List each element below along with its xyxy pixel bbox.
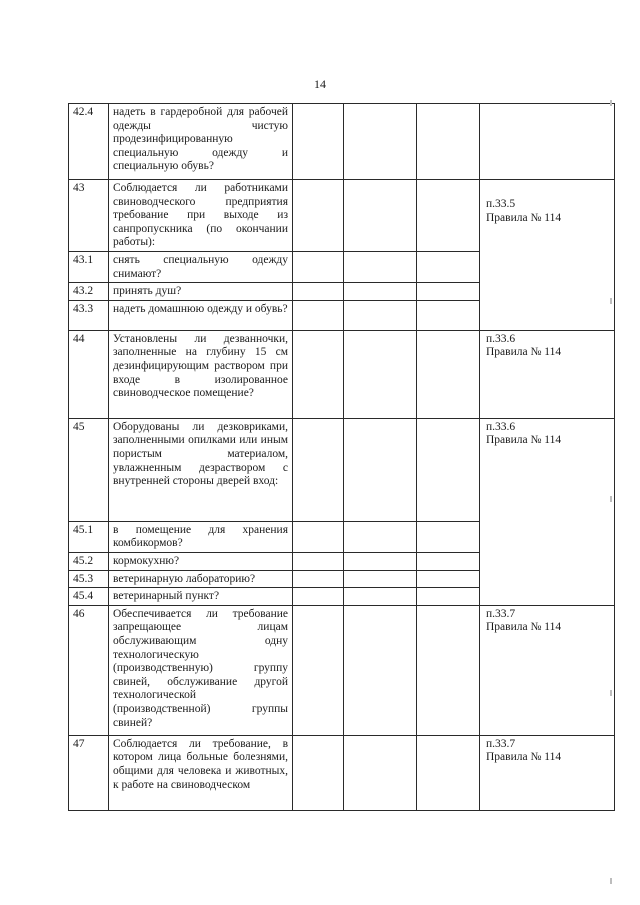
- question-text: Установлены ли дезванночки, заполненные на глубину 15 см дезинфицирующим раствором при входе в изолированное свиноводческое помещение?: [109, 330, 293, 418]
- empty-cell: [293, 735, 344, 810]
- empty-cell: [344, 605, 417, 735]
- question-text: снять специальную одежду снимают?: [109, 252, 293, 283]
- table-row: [69, 418, 615, 521]
- scan-mark: [610, 496, 612, 502]
- table-row: [69, 104, 615, 180]
- reference-cell: п.33.6 Правила № 114: [480, 418, 615, 605]
- page-number: 14: [314, 77, 326, 91]
- row-number: 45.1: [69, 521, 109, 552]
- question-text: ветеринарную лабораторию?: [109, 570, 293, 588]
- empty-cell: [293, 330, 344, 418]
- empty-cell: [417, 252, 480, 283]
- empty-cell: [417, 521, 480, 552]
- empty-cell: [417, 418, 480, 521]
- row-number: 43: [69, 180, 109, 252]
- empty-cell: [293, 283, 344, 301]
- reference-cell: п.33.6 Правила № 114: [480, 330, 615, 418]
- scan-mark: [610, 100, 612, 106]
- empty-cell: [344, 252, 417, 283]
- row-number: 44: [69, 330, 109, 418]
- empty-cell: [344, 418, 417, 521]
- empty-cell: [293, 418, 344, 521]
- reference-cell: [480, 104, 615, 180]
- empty-cell: [344, 552, 417, 570]
- question-text: Соблюдается ли требование, в котором лица больные болезнями, общими для человека и животных, к работе на свиноводческом: [109, 735, 293, 810]
- row-number: 45.2: [69, 552, 109, 570]
- empty-cell: [293, 552, 344, 570]
- question-text: в помещение для хранения комбикормов?: [109, 521, 293, 552]
- empty-cell: [293, 570, 344, 588]
- checklist-table: [68, 103, 615, 811]
- empty-cell: [293, 180, 344, 252]
- question-text: Соблюдается ли работниками свиноводческого предприятия требование при выходе из санпропускника (по окончании работы):: [109, 180, 293, 252]
- empty-cell: [417, 283, 480, 301]
- empty-cell: [293, 252, 344, 283]
- empty-cell: [417, 330, 480, 418]
- row-number: 47: [69, 735, 109, 810]
- empty-cell: [344, 104, 417, 180]
- row-number: 45.3: [69, 570, 109, 588]
- empty-cell: [417, 570, 480, 588]
- row-number: 45: [69, 418, 109, 521]
- table-row: [69, 735, 615, 810]
- empty-cell: [417, 104, 480, 180]
- empty-cell: [344, 735, 417, 810]
- question-text: надеть домашнюю одежду и обувь?: [109, 300, 293, 330]
- reference-cell: п.33.5 Правила № 114: [480, 180, 615, 331]
- row-number: 42.4: [69, 104, 109, 180]
- question-text: надеть в гардеробной для рабочей одежды чистую продезинфицированную специальную одежду и специальную обувь?: [109, 104, 293, 180]
- row-number: 43.3: [69, 300, 109, 330]
- question-text: Оборудованы ли дезковриками, заполненными опилками или иным пористым материалом, увлажненным дезраствором с внутренней стороны дверей вход:: [109, 418, 293, 521]
- empty-cell: [344, 570, 417, 588]
- empty-cell: [293, 104, 344, 180]
- empty-cell: [293, 300, 344, 330]
- scan-mark: [610, 298, 612, 304]
- empty-cell: [344, 330, 417, 418]
- row-number: 45.4: [69, 588, 109, 606]
- row-number: 46: [69, 605, 109, 735]
- row-number: 43.1: [69, 252, 109, 283]
- table-row: [69, 330, 615, 418]
- reference-cell: п.33.7 Правила № 114: [480, 605, 615, 735]
- question-text: принять душ?: [109, 283, 293, 301]
- empty-cell: [417, 300, 480, 330]
- question-text: кормокухню?: [109, 552, 293, 570]
- empty-cell: [293, 605, 344, 735]
- table-row: [69, 605, 615, 735]
- row-number: 43.2: [69, 283, 109, 301]
- empty-cell: [293, 588, 344, 606]
- table-row: [69, 180, 615, 252]
- empty-cell: [293, 521, 344, 552]
- empty-cell: [344, 588, 417, 606]
- empty-cell: [417, 735, 480, 810]
- empty-cell: [344, 300, 417, 330]
- empty-cell: [417, 552, 480, 570]
- empty-cell: [417, 588, 480, 606]
- scan-mark: [610, 878, 612, 884]
- scan-mark: [610, 690, 612, 696]
- empty-cell: [417, 180, 480, 252]
- question-text: ветеринарный пункт?: [109, 588, 293, 606]
- empty-cell: [344, 521, 417, 552]
- question-text: Обеспечивается ли требование запрещающее лицам обслуживающим одну технологическую (производственную) группу свиней, обслуживание другой технологической (производственной) группы свиней?: [109, 605, 293, 735]
- empty-cell: [344, 180, 417, 252]
- reference-cell: п.33.7 Правила № 114: [480, 735, 615, 810]
- empty-cell: [344, 283, 417, 301]
- empty-cell: [417, 605, 480, 735]
